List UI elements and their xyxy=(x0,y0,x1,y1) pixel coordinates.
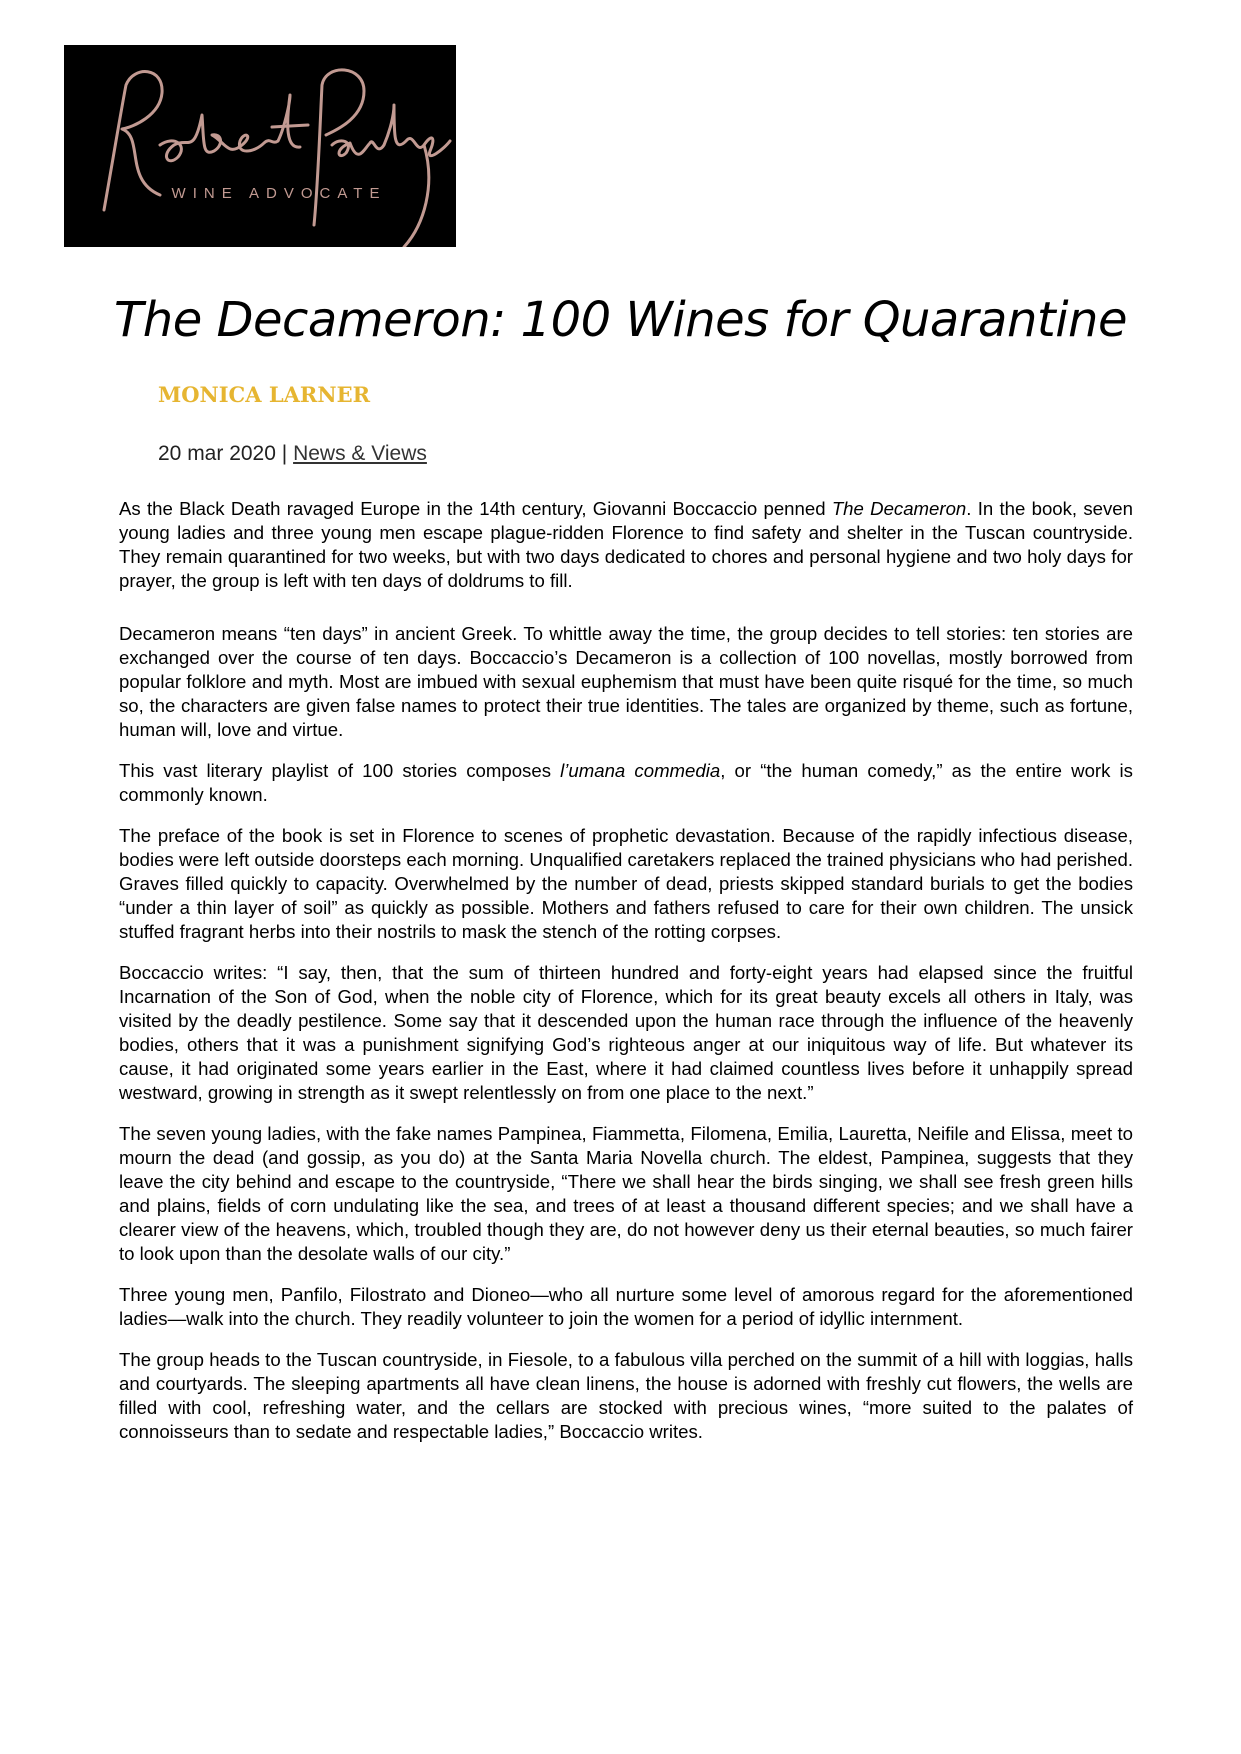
paragraph-1: As the Black Death ravaged Europe in the 14th century, Giovanni Boccaccio penned The Decameron. In the book, seven young ladies and three young men escape plague-ridden Florence to find safety and shelter in the Tuscan countryside. They remain quarantined for two weeks, but with two days dedicated to chores and personal hygiene and two holy days for prayer, the group is left with ten days of doldrums to fill. xyxy=(119,498,1133,591)
publish-date: 20 mar 2020 xyxy=(158,442,276,465)
article-dateline xyxy=(158,442,427,466)
paragraph-8: The group heads to the Tuscan countryside, in Fiesole, to a fabulous villa perched on the summit of a hill with loggias, halls and courtyards. The sleeping apartments all have clean linens, the house is adorned with freshly cut flowers, the wells are filled with cool, refreshing water, and the cellars are stocked with precious wines, “more suited to the palates of connoisseurs than to sedate and respectable ladies,” Boccaccio writes. xyxy=(119,1349,1133,1442)
paragraph-4: The preface of the book is set in Florence to scenes of prophetic devastation. Because of the rapidly infectious disease, bodies were left outside doorsteps each morning. Unqualified caretakers replaced the trained physicians who had perished. Graves filled quickly to capacity. Overwhelmed by the number of dead, priests skipped standard burials to get the bodies “under a thin layer of soil” as quickly as possible. Mothers and fathers refused to care for their own children. The unsick stuffed fragrant herbs into their nostrils to mask the stench of the rotting corpses. xyxy=(119,825,1133,942)
article-title: The Decameron: 100 Wines for Quarantine xyxy=(113,292,1127,348)
book-title: The Decameron xyxy=(831,498,967,519)
wine-advocate-logo xyxy=(64,45,456,247)
paragraph-3: This vast literary playlist of 100 stories composes l’umana commedia, or “the human comedy,” as the entire work is commonly known. xyxy=(119,760,1133,805)
paragraph-7: Three young men, Panfilo, Filostrato and Dioneo—who all nurture some level of amorous regard for the aforementioned ladies—walk into the church. They readily volunteer to join the women for a period of idyllic internment. xyxy=(119,1284,1133,1329)
italian-phrase: l’umana commedia xyxy=(560,760,721,781)
paragraph-2: Decameron means “ten days” in ancient Greek. To whittle away the time, the group decides to tell stories: ten stories are exchanged over the course of ten days. Boccaccio’s Decameron is a collection of 100 novellas, mostly borrowed from popular folklore and myth. Most are imbued with sexual euphemism that must have been quite risqué for the time, so much so, the characters are given false names to protect their true identities. The tales are organized by theme, such as fortune, human will, love and virtue. xyxy=(119,623,1133,740)
paragraph-6: The seven young ladies, with the fake names Pampinea, Fiammetta, Filomena, Emilia, Lauretta, Neifile and Elissa, meet to mourn the dead (and gossip, as you do) at the Santa Maria Novella church. The eldest, Pampinea, suggests that they leave the city behind and escape to the countryside, “There we shall hear the birds singing, we shall see fresh green hills and plains, fields of corn undulating like the sea, and trees of at least a thousand different species; and we shall have a clearer view of the heavens, which, troubled though they are, do not however deny us their eternal beauties, so much fairer to look upon than the desolate walls of our city.” xyxy=(119,1123,1133,1264)
article-body xyxy=(119,497,1133,1461)
dateline-separator: | xyxy=(281,442,288,465)
logo-subtitle: WINE ADVOCATE xyxy=(171,185,387,202)
robert-parker-signature xyxy=(64,45,456,247)
paragraph-5: Boccaccio writes: “I say, then, that the sum of thirteen hundred and forty-eight years had elapsed since the fruitful Incarnation of the Son of God, when the noble city of Florence, which for its great beauty excels all others in Italy, was visited by the deadly pestilence. Some say that it descended upon the human race through the influence of the heavenly bodies, others that it was a punishment signifying God’s righteous anger at our iniquitous way of life. But whatever its cause, it had originated some years earlier in the East, where it had claimed countless lives before it unhappily spread westward, growing in strength as it swept relentlessly on from one place to the next.” xyxy=(119,962,1133,1103)
category-link[interactable]: News & Views xyxy=(293,442,427,465)
author-name: MONICA LARNER xyxy=(158,382,371,407)
